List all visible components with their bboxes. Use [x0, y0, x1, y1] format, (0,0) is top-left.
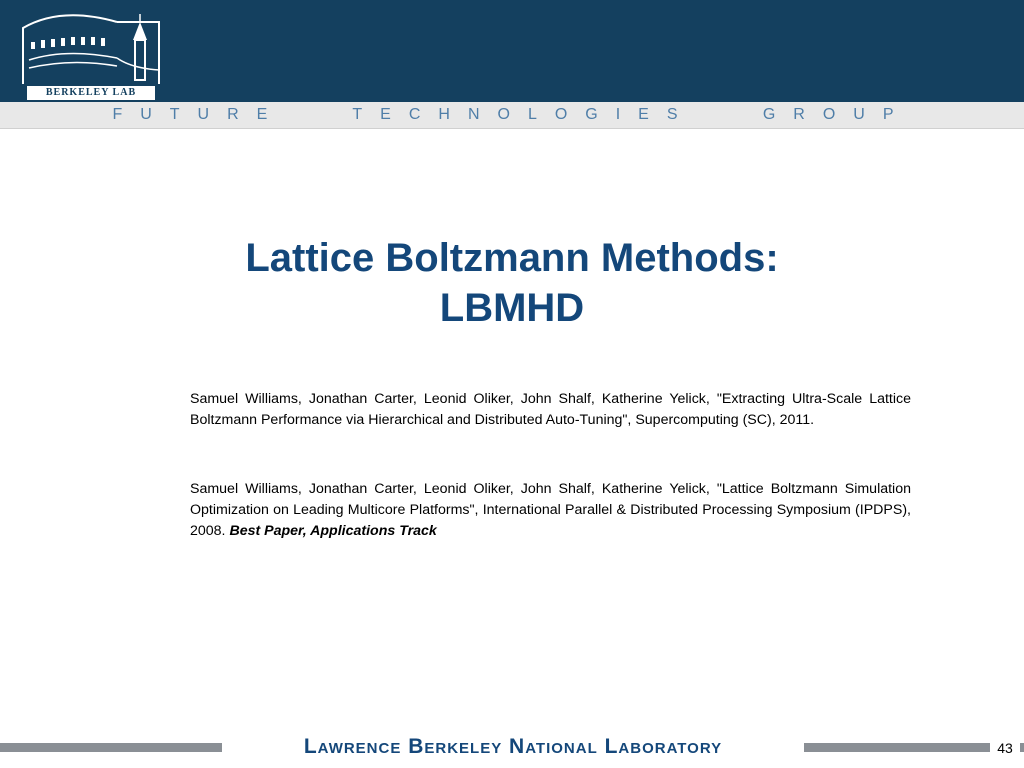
berkeley-lab-logo: [21, 8, 163, 98]
reference-2-text: Samuel Williams, Jonathan Carter, Leonid Oliker, John Shalf, Katherine Yelick, "Lattice Boltzmann Simulation Optimization on Leading Multicore Platforms", International Parallel & Distributed Processing Symposium (IPDPS), 2008.: [190, 481, 911, 539]
group-banner: [0, 102, 1024, 129]
slide-title-line-2: LBMHD: [439, 286, 585, 330]
footer-rule-left: [0, 743, 222, 752]
slide-title-line-1: Lattice Boltzmann Methods:: [245, 236, 779, 280]
berkeley-lab-emblem-icon: [21, 8, 163, 98]
slide-title: [0, 233, 1024, 333]
logo-wordmark: BERKELEY LAB: [27, 86, 155, 100]
footer-institution: Lawrence Berkeley National Laboratory: [303, 735, 723, 758]
page-number: 43: [990, 737, 1020, 759]
header-band: [0, 0, 1024, 102]
reference-1: [190, 389, 911, 431]
reference-1-text: Samuel Williams, Jonathan Carter, Leonid Oliker, John Shalf, Katherine Yelick, "Extracting Ultra-Scale Lattice Boltzmann Performance via Hierarchical and Distributed Auto-Tuning", Supercomputing (SC), 2011.: [190, 391, 911, 428]
group-label: FUTURE TECHNOLOGIES GROUP: [112, 106, 912, 123]
reference-2-award: Best Paper, Applications Track: [229, 523, 437, 539]
reference-2: [190, 479, 911, 542]
